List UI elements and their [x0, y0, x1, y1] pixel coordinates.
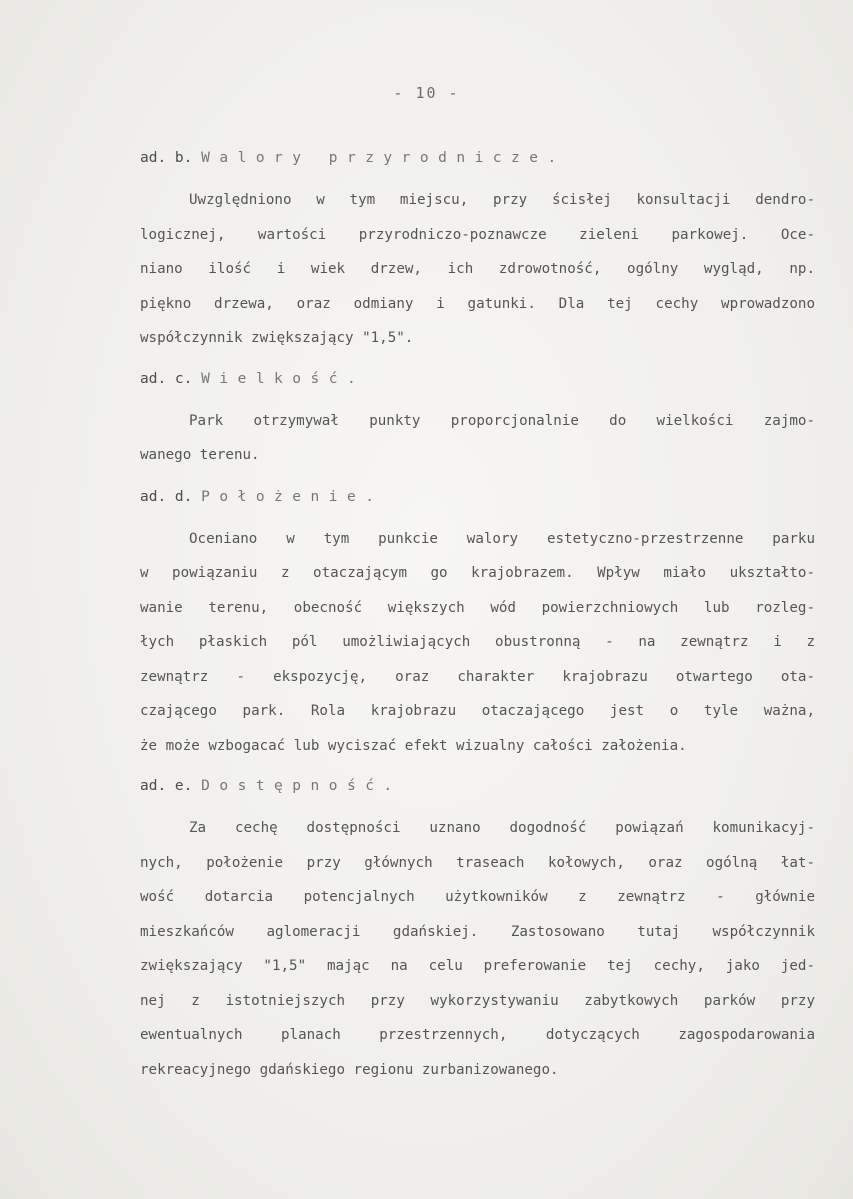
section-d — [140, 485, 815, 764]
section-heading — [140, 485, 815, 509]
section-title: Wielkość. — [201, 370, 366, 387]
paragraph-line: Park otrzymywał punkty proporcjonalnie do wielkości zajmo- — [189, 412, 815, 429]
section-prefix: ad. d. — [140, 488, 193, 505]
paragraph-line: zwiększający "1,5" mając na celu preferowanie tej cechy, jako jed- — [140, 958, 815, 974]
section-prefix: ad. b. — [140, 150, 193, 166]
paragraph-line: nych, położenie przy głównych traseach kołowych, oraz ogólną łat- — [140, 854, 815, 871]
section-c — [140, 367, 815, 473]
section-title: Położenie. — [201, 488, 384, 505]
section-heading — [140, 146, 815, 170]
paragraph-line: łych płaskich pól umożliwiających obustronną - na zewnątrz i z — [140, 634, 815, 650]
paragraph-line: zewnątrz - ekspozycję, oraz charakter krajobrazu otwartego ota- — [140, 668, 815, 685]
page-number: - 10 - — [393, 84, 460, 102]
paragraph-line: mieszkańców aglomeracji gdańskiej. Zastosowano tutaj współczynnik — [140, 923, 815, 940]
paragraph-line: współczynnik zwiększający "1,5". — [140, 330, 414, 346]
paragraph-line: niano ilość i wiek drzew, ich zdrowotność, ogólny wygląd, np. — [140, 261, 815, 277]
section-b — [140, 146, 815, 356]
section-heading — [140, 774, 815, 798]
section-prefix: ad. e. — [140, 778, 193, 794]
paragraph-line: rekreacyjnego gdańskiego regionu zurbanizowanego. — [140, 1061, 559, 1078]
document-body — [140, 146, 815, 1087]
section-prefix: ad. c. — [140, 370, 193, 387]
paragraph-line: ewentualnych planach przestrzennych, dotyczących zagospodarowania — [140, 1027, 815, 1043]
paragraph-line: wanie terenu, obecność większych wód powierzchniowych lub rozleg- — [140, 599, 815, 616]
paragraph-line: Uwzględniono w tym miejscu, przy ścisłej konsultacji dendro- — [189, 192, 815, 208]
section-e — [140, 774, 815, 1087]
paragraph-line: w powiązaniu z otaczającym go krajobrazem. Wpływ miało ukształto- — [140, 565, 815, 581]
paragraph-line: wość dotarcia potencjalnych użytkowników z zewnątrz - głównie — [140, 889, 815, 905]
paragraph-line: Oceniano w tym punkcie walory estetyczno-przestrzenne parku — [189, 530, 815, 547]
section-heading — [140, 367, 815, 391]
paragraph-line: że może wzbogacać lub wyciszać efekt wizualny całości założenia. — [140, 737, 687, 754]
paragraph-line: wanego terenu. — [140, 447, 260, 463]
paragraph-line: piękno drzewa, oraz odmiany i gatunki. Dla tej cechy wprowadzono — [140, 295, 815, 312]
paragraph-line: nej z istotniejszych przy wykorzystywaniu zabytkowych parków przy — [140, 992, 815, 1009]
section-title: Dostępność. — [201, 778, 402, 794]
paragraph-line: Za cechę dostępności uznano dogodność powiązań komunikacyj- — [189, 820, 815, 836]
paragraph-line: czającego park. Rola krajobrazu otaczającego jest o tyle ważna, — [140, 703, 815, 719]
paragraph-line: logicznej, wartości przyrodniczo-poznawcze zieleni parkowej. Oce- — [140, 226, 815, 243]
section-title: Walory przyrodnicze. — [201, 150, 566, 166]
